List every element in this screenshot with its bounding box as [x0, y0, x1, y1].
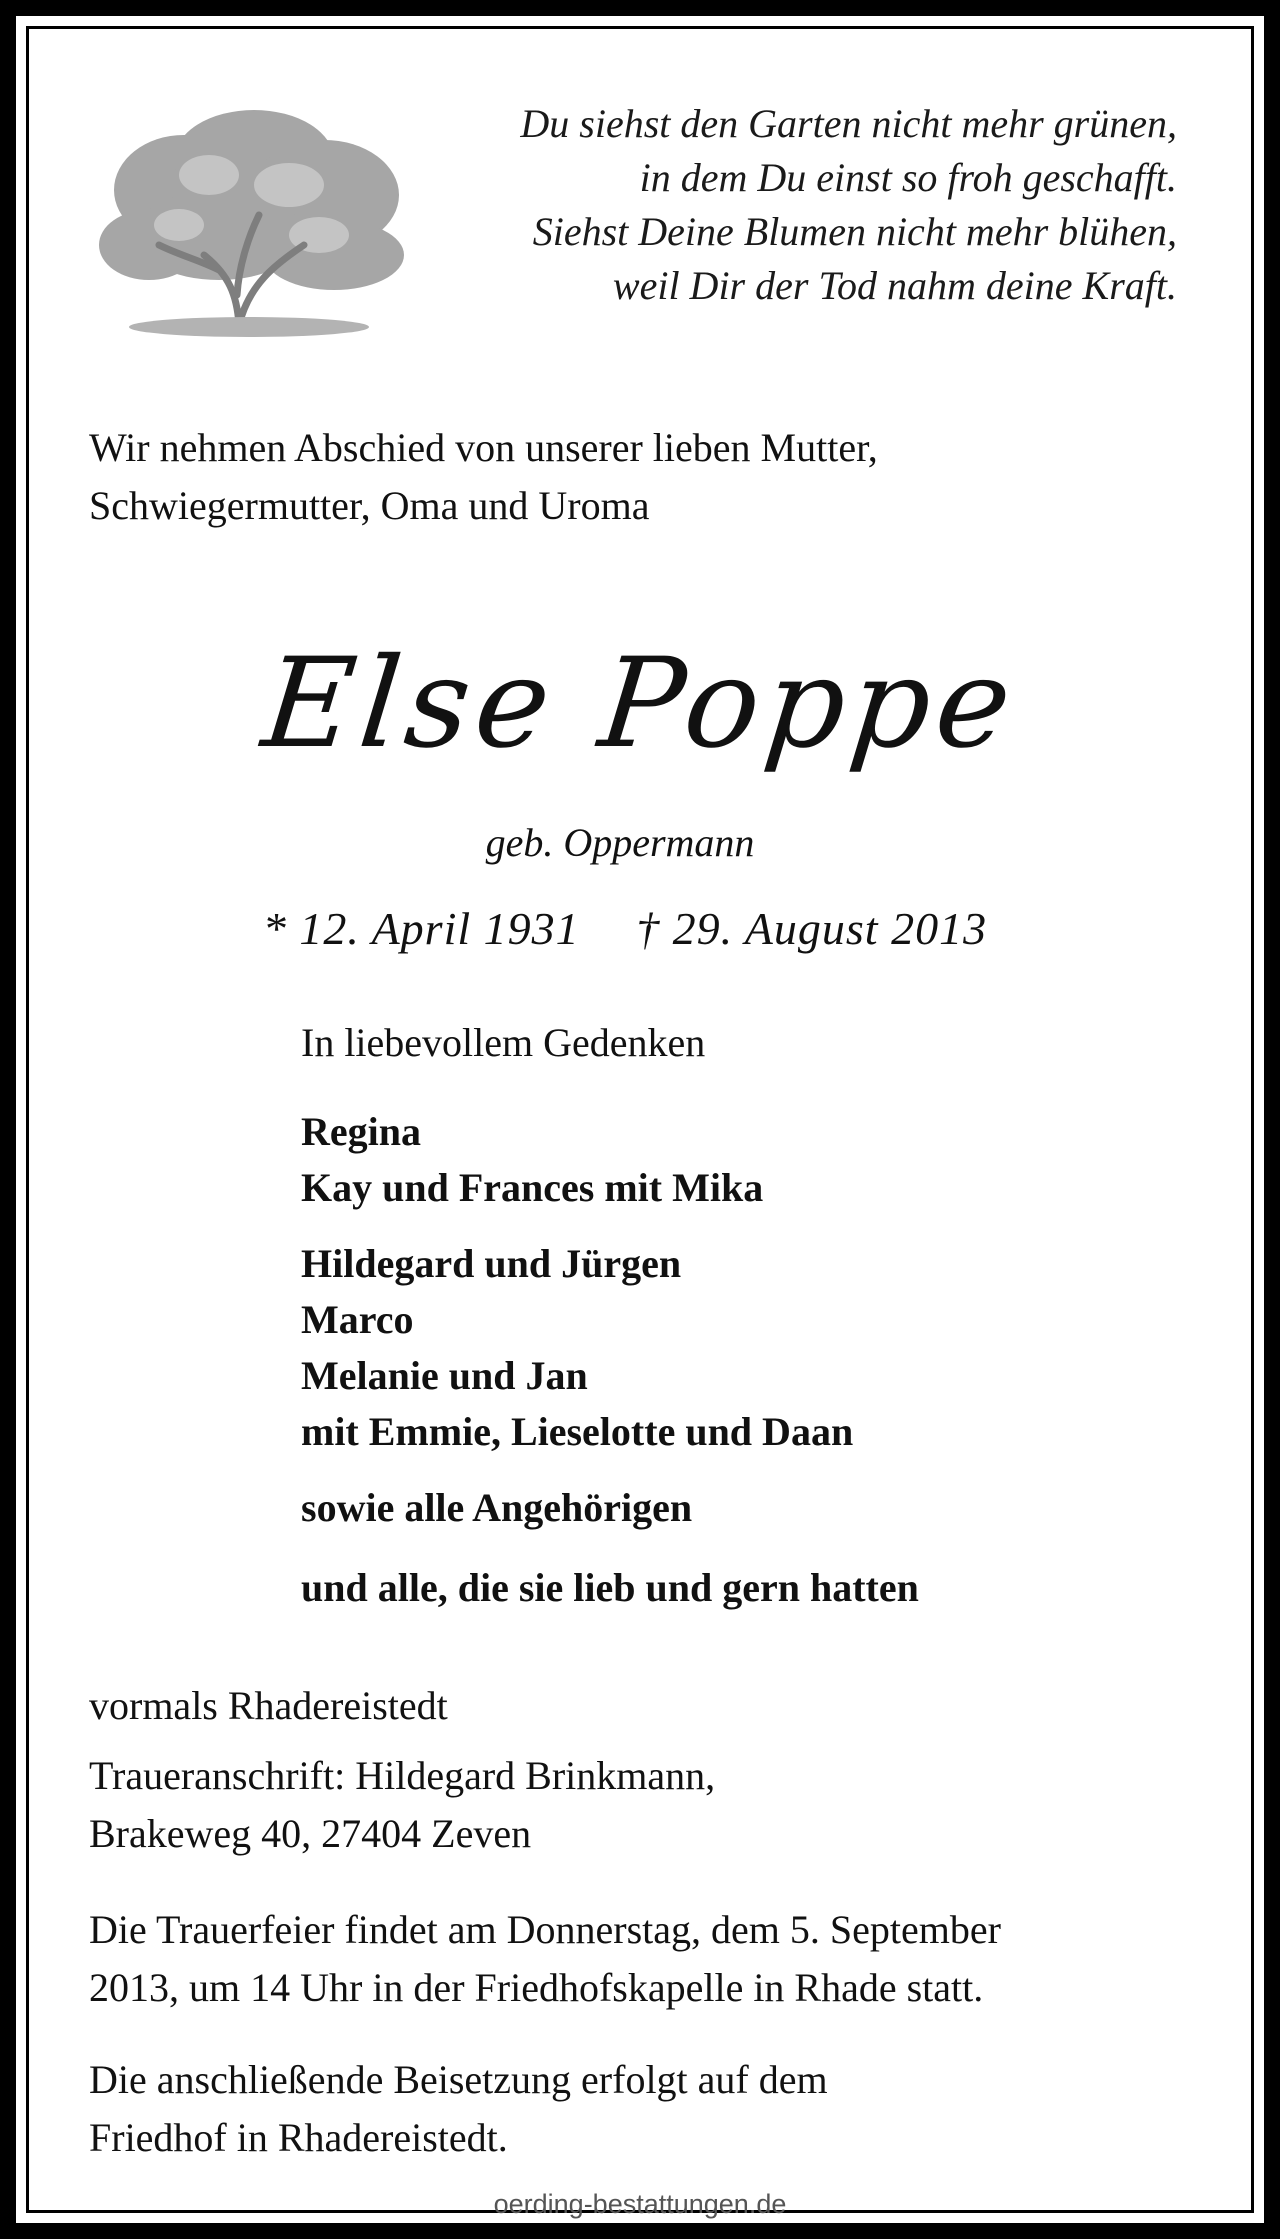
mourner: Hildegard und Jürgen — [301, 1241, 682, 1286]
poem-line: Du siehst den Garten nicht mehr grünen, — [520, 101, 1177, 146]
funeral-info — [89, 1901, 1001, 2017]
undertaker-website: oerding-bestattungen.de — [493, 2189, 787, 2219]
mourners-group — [301, 1104, 919, 1216]
mourners-list — [301, 1104, 919, 1636]
death-date: † 29. August 2013 — [636, 903, 988, 954]
burial-line: Die anschließende Beisetzung erfolgt auf dem — [89, 2057, 828, 2102]
mourner: Regina — [301, 1109, 421, 1154]
intro-line: Wir nehmen Abschied von unserer lieben Mutter, — [89, 425, 878, 470]
mourner: Melanie und Jan — [301, 1353, 588, 1398]
mourner: mit Emmie, Lieselotte und Daan — [301, 1409, 854, 1454]
poem-line: weil Dir der Tod nahm deine Kraft. — [612, 263, 1177, 308]
poem-verse — [520, 97, 1177, 313]
birth-name: geb. Oppermann — [485, 820, 755, 865]
address-line: Brakeweg 40, 27404 Zeven — [89, 1811, 532, 1856]
funeral-line: 2013, um 14 Uhr in der Friedhofskapelle in Rhade statt. — [89, 1965, 984, 2010]
birth-date: * 12. April 1931 — [262, 903, 580, 954]
tree-illustration — [89, 95, 419, 345]
address-line: Traueranschrift: Hildegard Brinkmann, — [89, 1753, 716, 1798]
funeral-line: Die Trauerfeier findet am Donnerstag, dem 5. September — [89, 1907, 1001, 1952]
mourning-address — [89, 1677, 715, 1863]
mourner: und alle, die sie lieb und gern hatten — [301, 1565, 919, 1610]
notice-paper — [16, 16, 1264, 2223]
mourners-group — [301, 1236, 919, 1460]
poem-line: in dem Du einst so froh geschafft. — [639, 155, 1177, 200]
mourner: Kay und Frances mit Mika — [301, 1165, 764, 1210]
intro-text — [89, 419, 878, 535]
burial-line: Friedhof in Rhadereistedt. — [89, 2115, 508, 2160]
deceased-name: Else Poppe — [256, 632, 1024, 776]
poem-line: Siehst Deine Blumen nicht mehr blühen, — [532, 209, 1177, 254]
mourner: Marco — [301, 1297, 414, 1342]
life-dates — [29, 902, 1251, 955]
intro-line: Schwiegermutter, Oma und Uroma — [89, 483, 650, 528]
mourners-group — [301, 1560, 919, 1616]
former-residence: vormals Rhadereistedt — [89, 1683, 448, 1728]
notice-inner-border — [26, 26, 1254, 2219]
mourners-group — [301, 1480, 919, 1536]
mourner: sowie alle Angehörigen — [301, 1485, 693, 1530]
burial-info — [89, 2051, 828, 2167]
memory-phrase: In liebevollem Gedenken — [301, 1020, 706, 1065]
